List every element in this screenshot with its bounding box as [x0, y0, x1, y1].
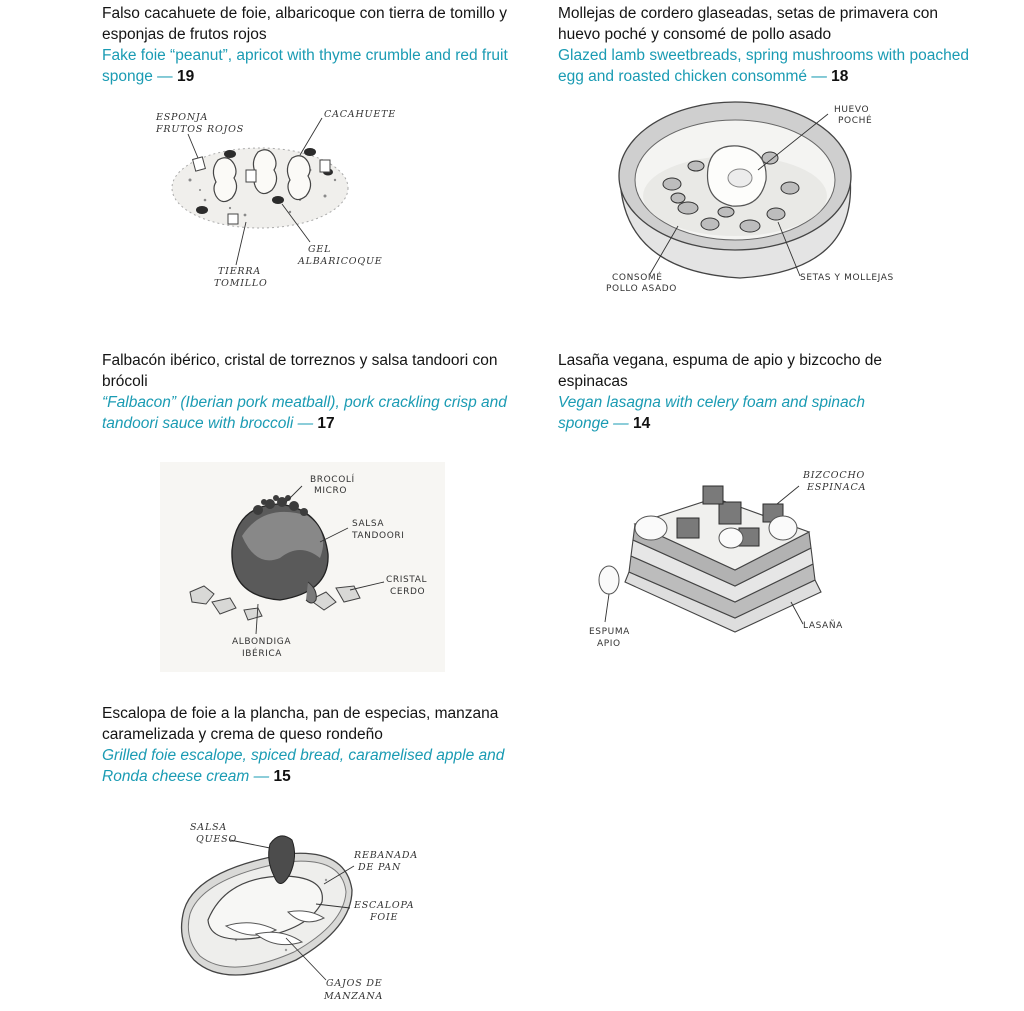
dish-item: [102, 3, 522, 87]
label-gel: GEL: [308, 244, 332, 255]
dish-description-en: Fake foie “peanut”, apricot with thyme crumble and red fruit sponge: [102, 47, 508, 85]
price-separator: —: [293, 415, 318, 432]
label-sauce: SALSA: [352, 519, 385, 529]
dish-description-en: “Falbacon” (Iberian pork meatball), pork crackling crisp and tandoori sauce with broccoli: [102, 394, 507, 432]
label-foam: ESPUMA: [589, 627, 630, 637]
label-sauce-2: TANDOORI: [352, 531, 405, 541]
dish-item: [102, 350, 522, 434]
dish-description-en: Glazed lamb sweetbreads, spring mushrooms with poached egg and roasted chicken consommé: [558, 47, 969, 85]
dish-item: [558, 3, 978, 87]
label-foie: ESCALOPA: [354, 900, 415, 911]
dish-price: 18: [831, 68, 849, 85]
label-gel-2: ALBARICOQUE: [298, 256, 383, 267]
dish-price: 19: [176, 68, 195, 85]
dish-name-en: [102, 45, 522, 87]
dish-name-en: [102, 745, 522, 787]
label-meatball-2: IBÉRICA: [242, 649, 283, 659]
dish-description-en: Vegan lasagna with celery foam and spinach sponge: [558, 394, 866, 432]
lasagna-dish-illustration: [585, 462, 870, 662]
dish-name-en: [558, 392, 898, 434]
price-separator: —: [152, 68, 177, 85]
label-sponge: BIZCOCHO: [803, 470, 866, 481]
dish-name-en: [558, 45, 978, 87]
label-mushrooms: SETAS Y MOLLEJAS: [800, 273, 894, 283]
label-bread-2: DE PAN: [358, 862, 402, 873]
label-broccoli-2: MICRO: [314, 486, 348, 496]
dish-name-es: Falbacón ibérico, cristal de torreznos y salsa tandoori con brócoli: [102, 352, 498, 390]
dish-name-en: [102, 392, 522, 434]
label-sponge: ESPONJA: [156, 112, 209, 123]
dish-description-en: Grilled foie escalope, spiced bread, caramelised apple and Ronda cheese cream: [102, 747, 505, 785]
foie-dish-illustration: [176, 810, 416, 1008]
dish-item: [558, 350, 898, 434]
dish-price: 14: [632, 415, 651, 432]
label-broccoli: BROCOLÍ: [310, 475, 355, 485]
label-egg-2: POCHÉ: [838, 116, 873, 126]
label-apple: GAJOS DE: [326, 978, 383, 989]
dish-name-es: Escalopa de foie a la plancha, pan de especias, manzana caramelizada y crema de queso rondeño: [102, 705, 499, 743]
label-apple-2: MANZANA: [324, 991, 384, 1002]
dish-price: 15: [273, 768, 291, 785]
label-egg: HUEVO: [834, 105, 870, 115]
dish-item: [102, 703, 522, 787]
label-bread: REBANADA: [354, 850, 418, 861]
label-soil: TIERRA: [218, 266, 261, 277]
label-sponge-2: ESPINACA: [807, 482, 867, 493]
bowl-dish-illustration: [600, 96, 894, 301]
label-consomme: CONSOMÉ: [612, 273, 663, 283]
label-consomme-2: POLLO ASADO: [606, 284, 677, 294]
label-foie-2: FOIE: [370, 912, 399, 923]
dish-price: 17: [317, 415, 335, 432]
label-sponge-2: FRUTOS ROJOS: [156, 124, 245, 135]
label-lasagna: LASAÑA: [803, 621, 843, 631]
label-sauce: SALSA: [190, 822, 228, 833]
meatball-dish-illustration: [160, 462, 445, 672]
peanut-dish-illustration: [150, 100, 396, 295]
label-soil-2: TOMILLO: [214, 278, 268, 289]
dish-name-es: Lasaña vegana, espuma de apio y bizcocho de espinacas: [558, 352, 883, 390]
dish-name-es: Mollejas de cordero glaseadas, setas de primavera con huevo poché y consomé de pollo asado: [558, 5, 938, 43]
label-meatball: ALBONDIGA: [232, 637, 292, 647]
label-peanut: CACAHUETE: [324, 109, 396, 120]
label-crystal-2: CERDO: [390, 587, 426, 597]
price-separator: —: [249, 768, 274, 785]
label-crystal: CRISTAL: [386, 575, 428, 585]
price-separator: —: [807, 68, 832, 85]
price-separator: —: [608, 415, 633, 432]
dish-name-es: Falso cacahuete de foie, albaricoque con tierra de tomillo y esponjas de frutos rojos: [102, 5, 507, 43]
label-sauce-2: QUESO: [196, 834, 238, 845]
label-foam-2: APIO: [597, 639, 621, 649]
